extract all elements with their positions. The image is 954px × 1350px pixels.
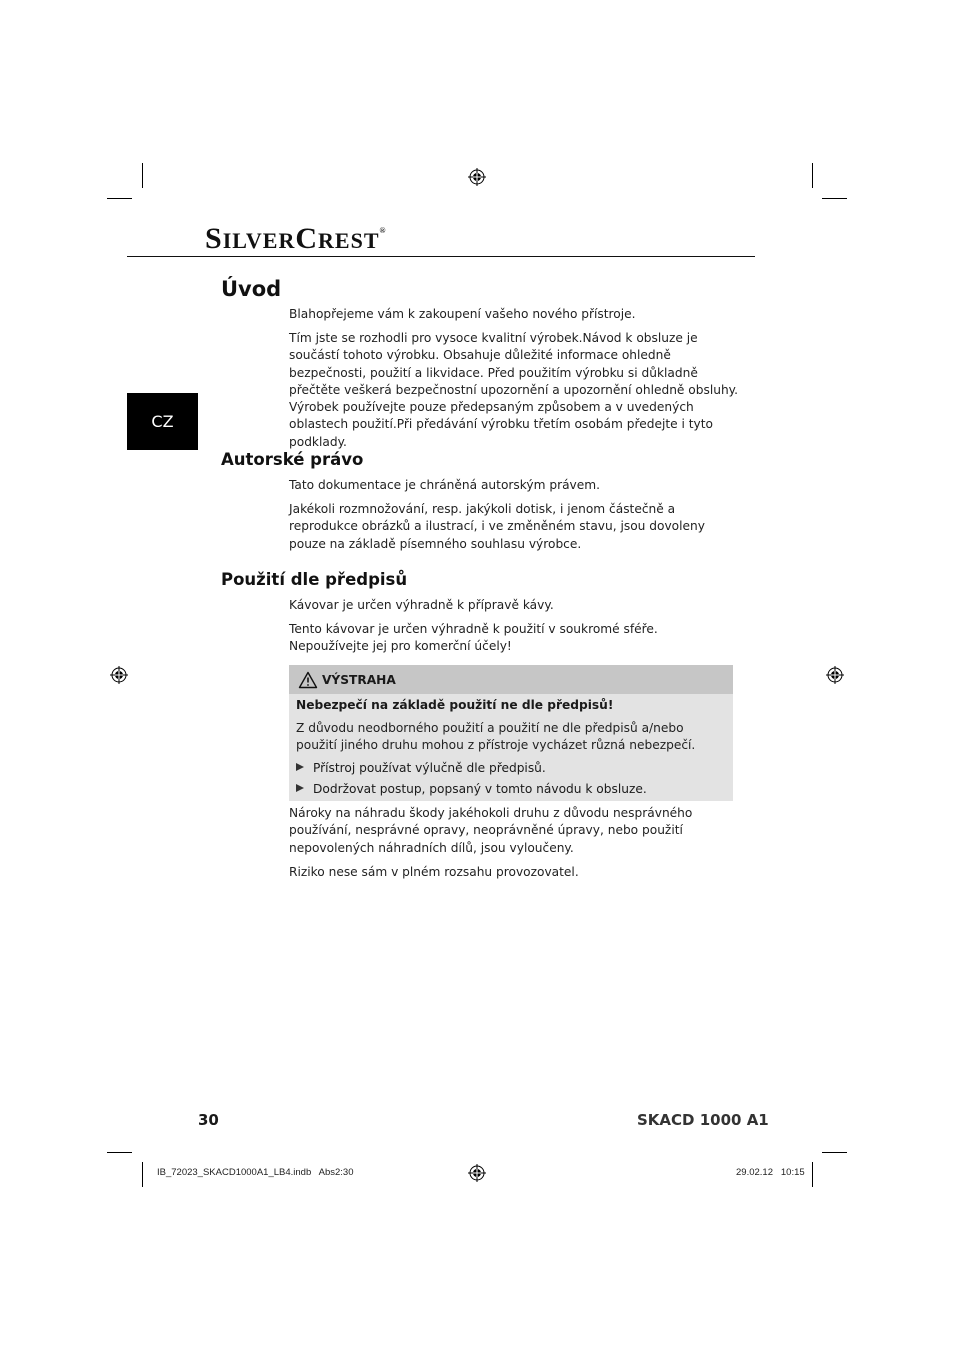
crop-mark — [822, 198, 847, 199]
model-name: SKACD 1000 A1 — [637, 1111, 769, 1129]
warning-bullet-text: Dodržovat postup, popsaný v tomto návodu k obsluze. — [313, 782, 647, 796]
header-rule — [127, 256, 755, 257]
print-date-time: 29.02.12 10:15 — [736, 1167, 805, 1178]
intro-paragraph: Blahopřejeme vám k zakoupení vašeho nového přístroje. — [289, 307, 636, 321]
crop-mark — [107, 1152, 132, 1153]
section-heading-intro: Úvod — [221, 277, 282, 301]
section-heading-usage: Použití dle předpisů — [221, 570, 408, 589]
registration-mark-icon — [826, 666, 844, 684]
registration-mark-icon — [468, 1164, 486, 1182]
bullet-arrow-icon — [296, 763, 304, 771]
crop-mark — [142, 163, 143, 188]
logo-text: REST — [318, 228, 380, 253]
registration-mark-icon — [468, 168, 486, 186]
copyright-paragraph: Tato dokumentace je chráněná autorským právem. — [289, 478, 601, 492]
crop-mark — [812, 1162, 813, 1187]
warning-bullet-text: Přístroj používat výlučně dle předpisů. — [313, 761, 546, 775]
language-tab: CZ — [127, 393, 198, 450]
crop-mark — [142, 1162, 143, 1187]
intro-paragraph: Tím jste se rozhodli pro vysoce kvalitní výrobek.Návod k obsluze je součástí tohoto výrobku. Obsahuje důležité informace ohledně bezpečnosti, použití a likvidace. Před použitím výrobku si důkladně přečtěte veškerá bezpečnostní upozornění a upozornění ohledně obsluhy. Výrobek používejte pouze předepsaným způsobem a v uvedených oblastech použití.Při předávání výrobku třetím osobám předejte i tyto podklady. — [289, 331, 739, 449]
warning-title: VÝSTRAHA — [322, 672, 396, 687]
copyright-paragraph: Jakékoli rozmnožování, resp. jakýkoli dotisk, i jenom částečně a reprodukce obrázků a ilustrací, i ve změněném stavu, jsou dovoleny pouze na základě písemného souhlasu výrobce. — [289, 502, 705, 551]
registration-mark-icon — [110, 666, 128, 684]
logo-text: ILVER — [222, 228, 296, 253]
warning-bullet — [296, 760, 546, 777]
warning-bullet — [296, 781, 647, 798]
warning-triangle-icon — [298, 671, 318, 689]
print-file-info: IB_72023_SKACD1000A1_LB4.indb Abs2:30 — [157, 1167, 354, 1178]
usage-paragraph: Kávovar je určen výhradně k přípravě kávy. — [289, 598, 554, 612]
crop-mark — [812, 163, 813, 188]
bullet-arrow-icon — [296, 784, 304, 792]
logo-initial: C — [295, 222, 319, 255]
logo-initial: S — [205, 222, 223, 255]
registered-mark: ® — [379, 226, 387, 235]
crop-mark — [107, 198, 132, 199]
page-number: 30 — [198, 1111, 219, 1129]
warning-subtitle: Nebezpečí na základě použití ne dle předpisů! — [296, 698, 614, 712]
usage-paragraph: Riziko nese sám v plném rozsahu provozovatel. — [289, 865, 579, 879]
usage-paragraph: Nároky na náhradu škody jakéhokoli druhu z důvodu nesprávného používání, nesprávné opravy, neoprávněné úpravy, nebo použití nepovolených náhradních dílů, jsou vyloučeny. — [289, 806, 693, 855]
warning-box — [289, 665, 733, 801]
warning-text: Z důvodu neodborného použití a použití ne dle předpisů a/nebo použití jiného druhu mohou z přístroje vycházet různá nebezpečí. — [296, 721, 696, 753]
brand-logo — [205, 222, 387, 256]
warning-header — [289, 665, 733, 694]
crop-mark — [822, 1152, 847, 1153]
section-heading-copyright: Autorské právo — [221, 450, 364, 469]
usage-paragraph: Tento kávovar je určen výhradně k použití v soukromé sféře. Nepoužívejte jej pro komerční účely! — [289, 622, 658, 654]
